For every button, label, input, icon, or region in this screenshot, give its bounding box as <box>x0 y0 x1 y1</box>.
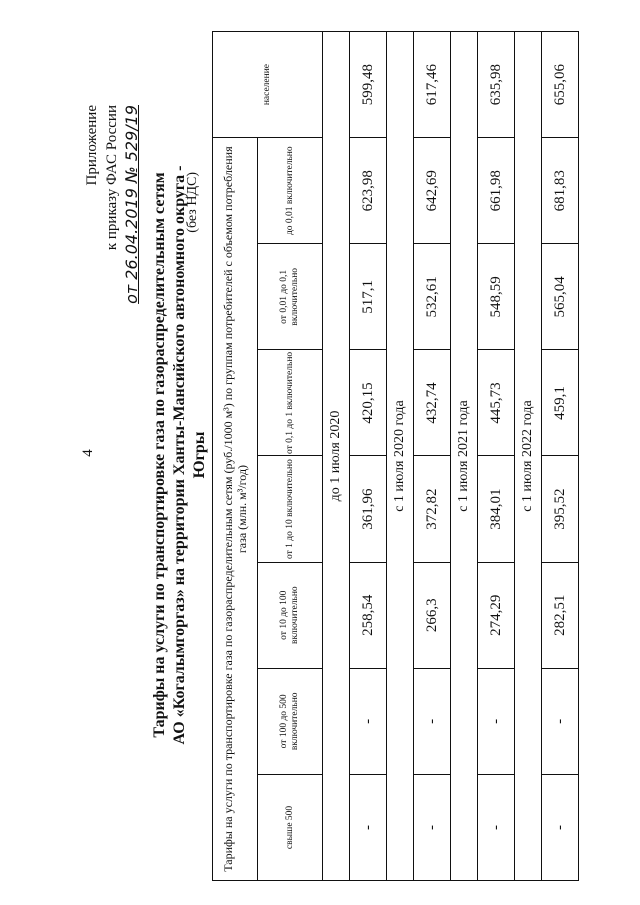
period-row: с 1 июля 2021 года <box>451 32 478 881</box>
appendix-title: Приложение <box>84 105 100 186</box>
table-cell: - <box>414 668 451 774</box>
table-cell: 282,51 <box>542 562 579 668</box>
table-row <box>414 32 451 881</box>
title-line-2: АО «Когалымгоргаз» на территории Ханты-Мансийского автономного округа - Югры <box>171 165 208 745</box>
title-line-1: Тарифы на услуги по транспортировке газа по газораспределительным сетям <box>151 172 168 738</box>
table-cell: - <box>542 668 579 774</box>
column-header: свыше 500 <box>258 774 323 880</box>
table-cell: 459,1 <box>542 350 579 456</box>
table-cell: 420,15 <box>350 350 387 456</box>
table-cell: 635,98 <box>478 32 515 138</box>
table-cell: 661,98 <box>478 138 515 244</box>
table-cell: 655,06 <box>542 32 579 138</box>
column-header: от 100 до 500 включительно <box>258 668 323 774</box>
column-header: от 0,1 до 1 включительно <box>258 350 323 456</box>
table-cell: 642,69 <box>414 138 451 244</box>
table-cell: 372,82 <box>414 456 451 562</box>
table-cell: - <box>478 774 515 880</box>
table-cell: 258,54 <box>350 562 387 668</box>
table-cell: 623,98 <box>350 138 387 244</box>
column-header: до 0,01 включительно <box>258 138 323 244</box>
table-cell: - <box>350 774 387 880</box>
table-cell: - <box>414 774 451 880</box>
tariff-table <box>212 31 579 881</box>
appendix-header <box>82 105 142 304</box>
table-cell: 599,48 <box>350 32 387 138</box>
table-row <box>350 32 387 881</box>
table-cell: 361,96 <box>350 456 387 562</box>
table-cell: 617,46 <box>414 32 451 138</box>
column-header: от 10 до 100 включительно <box>258 562 323 668</box>
table-cell: 384,01 <box>478 456 515 562</box>
period-row: до 1 июля 2020 <box>323 32 350 881</box>
appendix-order: к приказу ФАС России <box>104 105 120 251</box>
table-cell: 517,1 <box>350 244 387 350</box>
table-cell: 681,83 <box>542 138 579 244</box>
table-cell: 266,3 <box>414 562 451 668</box>
table-row <box>542 32 579 881</box>
table-cell: 532,61 <box>414 244 451 350</box>
document-title <box>150 155 210 755</box>
table-cell: 548,59 <box>478 244 515 350</box>
table-cell: 274,29 <box>478 562 515 668</box>
period-row: с 1 июля 2020 года <box>387 32 414 881</box>
column-header-population: население <box>213 32 323 138</box>
table-cell: - <box>478 668 515 774</box>
appendix-date-number: от 26.04.2019 № 529/19 <box>122 105 141 304</box>
vat-note: (без НДС) <box>185 172 200 233</box>
table-cell: 565,04 <box>542 244 579 350</box>
period-row: с 1 июля 2022 года <box>515 32 542 881</box>
page-number: 4 <box>80 449 96 457</box>
column-header: от 0,01 до 0,1 включительно <box>258 244 323 350</box>
table-main-header: Тарифы на услуги по транспортировке газа по газораспределительным сетям (руб./1000 м³) по группам потребителей с объемом потребления газа (млн. м³/год) <box>213 138 258 881</box>
table-cell: 432,74 <box>414 350 451 456</box>
column-header: от 1 до 10 включительно <box>258 456 323 562</box>
table-cell: 395,52 <box>542 456 579 562</box>
table-cell: - <box>542 774 579 880</box>
table-cell: - <box>350 668 387 774</box>
table-row <box>478 32 515 881</box>
table-cell: 445,73 <box>478 350 515 456</box>
